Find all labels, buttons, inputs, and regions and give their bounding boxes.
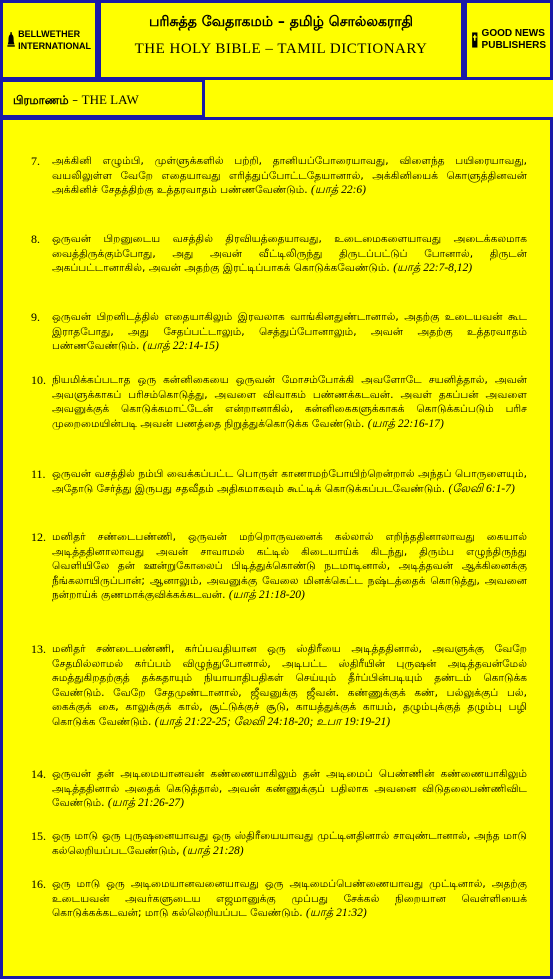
verse-reference: (லேவி 6:1-7) [448,482,515,495]
verse-item [31,467,527,530]
verse-number: 8. [31,232,40,246]
verse-text: நியமிக்கப்படாத ஒரு கன்னிகையை ஒருவன் மோசம்போக்கி அவளோடே சயனித்தால், அவன் அவளுக்காகப் பரிசம்கொடுத்து, அவளை விவாகம் பண்ணக்கடவன். அவள் தகப்பன் அவளை அவனுக்குக் கொடுக்கமாட்டேன் என்றானாகில், கன்னிகைகளுக்காகக் கொடுக்கப்படும் பரிச முறைமையின்படி அவன் பணத்தை நிறுத்துக்கொடுக்க வேண்டும். [52,374,527,430]
verse-item [31,877,527,921]
verse-item [31,767,527,829]
verse-text: ஒருவன் வசத்தில் நம்பி வைக்கப்பட்ட பொருள் காணாமற்போயிற்றென்றால் அந்தப் பொருளையும், அதோடு சேர்த்து இருபது சதவீதம் அதிகமாகவும் கூட்டிக் கொடுக்கப்படவேண்டும். [52,468,527,495]
verse-number: 9. [31,310,40,324]
verse-text-block [52,877,527,921]
verse-number: 12. [31,530,46,544]
section-title-dash: – [68,93,82,107]
verse-number: 13. [31,642,46,656]
verse-item [31,232,527,310]
verse-text-block [52,310,527,373]
verse-reference: (யாத் 21:18-20) [228,589,305,601]
verse-reference: (யாத் 21:32) [306,907,367,919]
verse-item [31,154,527,232]
logo-left-line2: INTERNATIONAL [18,41,91,51]
verse-reference: (யாத் 22:7-8,12) [393,262,473,274]
verse-text-block [52,642,527,767]
verse-item [31,642,527,767]
title-banner [98,0,464,80]
verse-text-block [52,767,527,829]
verse-reference: (யாத் 22:16-17) [367,417,444,430]
content-panel [0,117,553,979]
verse-item [31,829,527,877]
verse-reference: (யாத் 22:6) [311,184,366,196]
logo-right-line2: PUBLISHERS [481,40,546,51]
publisher-logo-right [464,0,553,80]
verse-reference: (யாத் 21:22-25; லேவி 24:18-20; உபா 19:19-21) [154,715,391,728]
verse-list [31,154,527,921]
title-tamil: பரிசுத்த வேதாகமம் – தமிழ் சொல்லகராதி [149,14,413,30]
verse-text: மனிதர் சண்டைபண்ணி, கர்ப்பவதியான ஒரு ஸ்திரீயை அடித்ததினால், அவளுக்கு வேறே சேதமில்லாமல் கர்ப்பம் விழுந்துபோனால், அடிபட்ட ஸ்திரீயின் புருஷன் அடித்தவன்மேல் சுமத்துகிறதற்குத் தக்கதாயும் நியாயாதிபதிகள் செய்யும் தீர்ப்பின்படியும் தண்டம் கொடுக்க வேண்டும். வேறே சேதமுண்டானால், ஜீவனுக்கு ஜீவன். கண்ணுக்குக் கண், பல்லுக்குப் பல், கைக்குக் கை, காலுக்குக் கால், சூட்டுக்குச் சூடு, காயத்துக்குக் காயம், தழும்புக்குத் தழும்பு பழி கொடுக்க வேண்டும். [52,643,527,728]
verse-text-block [52,373,527,467]
section-title-tamil: பிரமாணம் [13,93,69,107]
verse-item [31,310,527,373]
title-english: THE HOLY BIBLE – TAMIL DICTIONARY [134,41,428,57]
verse-text-block [52,829,527,877]
verse-text-block [52,154,527,232]
verse-item [31,530,527,642]
verse-text: ஒரு மாடு ஒரு புருஷனையாவது ஒரு ஸ்திரீயையாவது முட்டினதினால் சாவுண்டானால், அந்த மாடு கல்லெறியப்படவேண்டும், [52,830,527,857]
verse-number: 7. [31,154,40,168]
book-icon [471,18,479,62]
verse-reference: (யாத் 22:14-15) [142,340,219,352]
section-heading [0,79,205,118]
verse-text-block [52,530,527,642]
verse-number: 15. [31,829,46,843]
logo-left-line1: BELLWETHER [18,29,81,39]
publisher-logo-left [0,0,98,80]
verse-text: ஒருவன் பிறனிடத்தில் எதையாகிலும் இரவலாக வாங்கினதுண்டானால், அதற்கு உடையவன் கூட இராதபோது, அது சேதப்பட்டாலும், செத்துப்போனாலும், அவன் அதற்கு உத்தரவாதம் பண்ணவேண்டும். [52,311,527,352]
verse-text-block [52,467,527,530]
verse-number: 10. [31,373,46,387]
verse-text: ஒருவன் பிறனுடைய வசத்தில் திரவியத்தையாவது, உடைமைகளையாவது அடைக்கலமாக வைத்திருக்கும்போது, அது அவன் வீட்டிலிருந்து திருடப்பட்டுப் போனால், திருடன் அகப்பட்டானாகில், அவன் அதற்கு இரட்டிப்பாகக் கொடுக்கவேண்டும். [52,233,527,274]
bell-icon [7,18,15,62]
verse-reference: (யாத் 21:28) [182,844,244,857]
verse-text: ஒருவன் தன் அடிமையானவன் கண்ணையாகிலும் தன் அடிமைப் பெண்ணின் கண்ணையாகிலும் அடித்ததினால் அதைக் கெடுத்தால், அவன் கண்ணுக்குப் பதிலாக அவனை விடுதலைபண்ணிவிட வேண்டும். [52,768,527,809]
section-title-english: THE LAW [81,92,139,107]
verse-number: 11. [31,467,46,481]
verse-text: அக்கினி எழும்பி, முள்ளுக்களில் பற்றி, தானியப்போரையாவது, விளைந்த பயிரையாவது, வயலிலுள்ள வேறே எதையாவது எரித்துப்போட்டதேயானால், அக்கினியைக் கொளுத்தினவன் அக்கினிச் சேதத்திற்கு உத்தரவாதம் பண்ணவேண்டும். [52,155,527,196]
verse-number: 16. [31,877,46,891]
verse-item [31,373,527,467]
verse-text: மனிதர் சண்டைபண்ணி, ஒருவன் மற்றொருவனைக் கல்லால் எறிந்ததினாலாவது கையால் அடித்ததினாலாவது அவன் சாவாமல் கட்டில் கிடையாய்க் கிடந்து, திரும்ப எழுந்திருந்து வெளியிலே தன் ஊன்றுகோலைப் பிடித்துக்கொண்டு நடமாடினால், அடித்தவன் ஆக்கினைக்கு நீங்கலாயிருப்பான்; ஆனாலும், அவனுக்கு வேலை மினக்கெட்ட நஷ்டத்தைக் கொடுத்து, அவனை நன்றாய்க் குணமாக்குவிக்கக்கடவன். [52,531,527,601]
verse-text: ஒரு மாடு ஒரு அடிமையானவனையாவது ஒரு அடிமைப்பெண்ணையாவது முட்டினால், அதற்கு உடையவன் அவர்களுடைய எஜமானுக்கு முப்பது சேக்கல் நிறையான வெள்ளியைக் கொடுக்கக்கடவன்; மாடு கல்லெறியப்பட வேண்டும். [52,878,527,919]
verse-reference: (யாத் 21:26-27) [107,797,184,809]
verse-text-block [52,232,527,310]
logo-right-line1: GOOD NEWS [481,28,545,39]
verse-number: 14. [31,767,46,781]
